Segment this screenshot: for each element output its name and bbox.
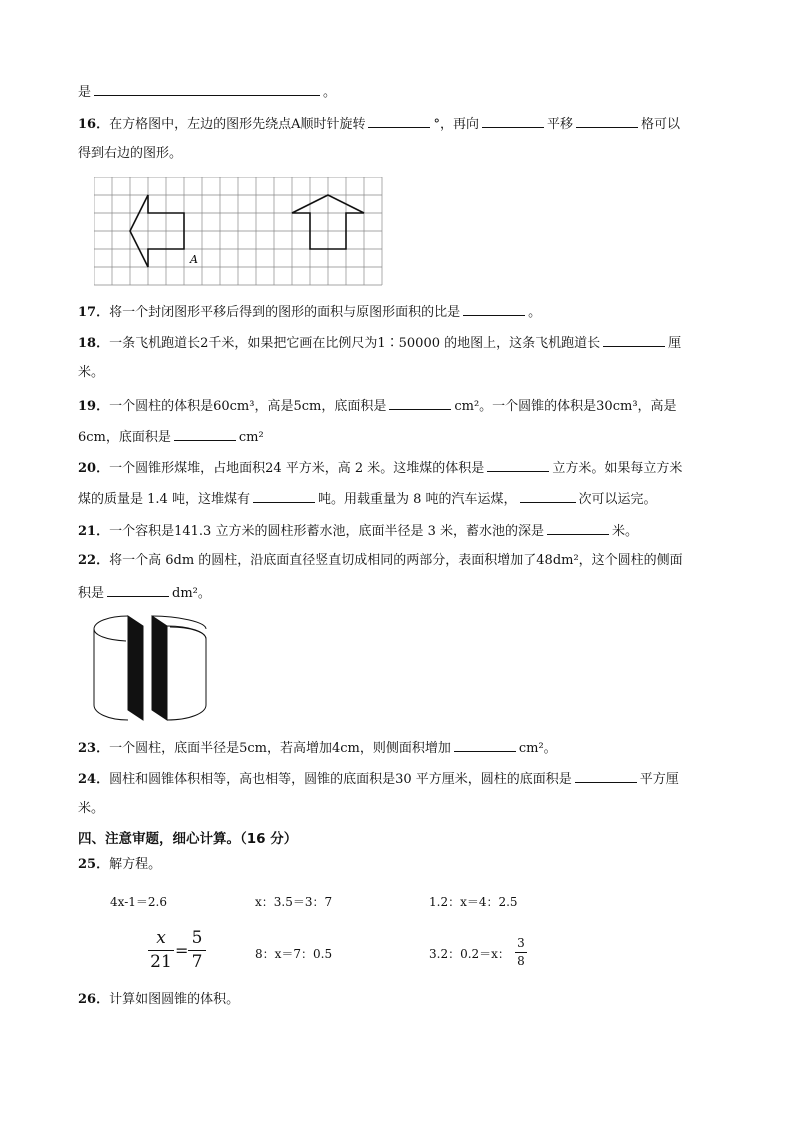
q16-blank-angle[interactable] (368, 114, 430, 128)
q22-number: 22． (78, 553, 110, 568)
point-a-label: A (190, 253, 198, 266)
q22-line2 (78, 583, 211, 603)
q15-text-end: 。 (323, 85, 337, 100)
q20-text-2: 立方米。如果每立方米 (552, 461, 683, 476)
question-25 (78, 856, 161, 874)
q20-text-3: 煤的质量是 1.4 吨，这堆煤有 (78, 492, 250, 507)
q23-text: 一个圆柱，底面半径是5cm，若高增加4cm，则侧面积增加 (109, 741, 451, 756)
q16-blank-cells[interactable] (576, 114, 638, 128)
q22-text-2: 积是 (78, 586, 105, 601)
q16-grid-figure (94, 177, 387, 287)
q24-blank[interactable] (575, 769, 637, 783)
q18-line2: 米。 (78, 365, 105, 380)
q20-text-5: 次可以运完。 (578, 492, 657, 507)
eq6-numerator: 3 (517, 936, 525, 950)
eq4-equals: = (175, 941, 189, 960)
q20-blank-mass[interactable] (253, 489, 315, 503)
q19-text-4: cm² (238, 430, 264, 445)
eq4-lhs-bar (148, 950, 174, 951)
question-21 (78, 521, 638, 541)
q16-text-2: °，再向 (433, 117, 479, 132)
left-half-cylinder (94, 616, 143, 720)
question-22 (78, 552, 683, 570)
q22-split-cylinder-figure (90, 612, 214, 724)
q15-tail (78, 82, 336, 102)
q18-text: 一条飞机跑道长2千米，如果把它画在比例尺为1∶50000 的地图上，这条飞机跑道长 (109, 336, 601, 351)
q21-blank[interactable] (547, 521, 609, 535)
q16-number: 16． (78, 117, 110, 132)
question-16 (78, 114, 680, 134)
q19-text: 一个圆柱的体积是60cm³，高是5cm，底面积是 (109, 399, 387, 414)
question-17 (78, 302, 541, 322)
eq4-lhs-denominator: 21 (150, 952, 172, 972)
eq6-denominator: 8 (517, 954, 525, 968)
eq6-text: 3.2：0.2＝x： (429, 947, 510, 961)
q21-number: 21． (78, 524, 110, 539)
equation-5: 8：x＝7：0.5 (255, 947, 333, 961)
question-24 (78, 769, 679, 789)
right-half-cylinder (152, 616, 206, 720)
q15-text: 是 (78, 85, 92, 100)
eq4-rhs-numerator: 5 (191, 928, 203, 948)
eq4-lhs-numerator: x (156, 928, 166, 948)
question-26 (78, 991, 239, 1009)
question-18 (78, 333, 681, 353)
q19-text-3: 6cm，底面积是 (78, 430, 171, 445)
q17-blank[interactable] (463, 302, 525, 316)
q20-text-4: 吨。用载重量为 8 吨的汽车运煤， (317, 492, 517, 507)
q18-blank[interactable] (603, 333, 665, 347)
q22-blank[interactable] (107, 583, 169, 597)
q17-text-2: 。 (528, 305, 542, 320)
q21-text-2: 米。 (611, 524, 638, 539)
q16-text-3: 平移 (547, 117, 574, 132)
q24-text-2: 平方厘 (639, 772, 679, 787)
q17-text: 将一个封闭图形平移后得到的图形的面积与原图形面积的比是 (109, 305, 461, 320)
q17-number: 17． (78, 305, 110, 320)
q18-text-2: 厘 (668, 336, 682, 351)
question-23 (78, 738, 557, 758)
q23-blank[interactable] (454, 738, 516, 752)
q24-number: 24． (78, 772, 110, 787)
q20-text: 一个圆锥形煤堆，占地面积24 平方米，高 2 米。这堆煤的体积是 (109, 461, 485, 476)
q23-text-2: cm²。 (518, 741, 557, 756)
q26-number: 26． (78, 992, 110, 1007)
q25-number: 25． (78, 857, 110, 872)
q23-number: 23． (78, 741, 110, 756)
q15-blank[interactable] (94, 82, 320, 96)
q16-text-4: 格可以 (641, 117, 681, 132)
eq6-bar (515, 952, 527, 953)
equation-1: 4x-1＝2.6 (110, 895, 167, 909)
q19-text-2: cm²。一个圆锥的体积是30cm³，高是 (454, 399, 677, 414)
q16-text: 在方格图中，左边的图形先绕点A顺时针旋转 (109, 117, 366, 132)
q20-blank-trips[interactable] (520, 489, 576, 503)
q20-blank-volume[interactable] (487, 458, 549, 472)
q22-text: 将一个高 6dm 的圆柱，沿底面直径竖直切成相同的两部分，表面积增加了48dm²，这个圆柱的侧面 (109, 553, 683, 568)
q24-line2: 米。 (78, 801, 105, 816)
q19-blank-1[interactable] (389, 396, 451, 410)
section-4-title: 四、注意审题，细心计算。（16 分） (78, 831, 298, 847)
q20-line2 (78, 489, 657, 509)
grid-lines (94, 177, 382, 285)
q19-number: 19． (78, 399, 110, 414)
q16-line2: 得到右边的图形。 (78, 146, 183, 161)
q19-blank-2[interactable] (174, 427, 236, 441)
equation-2: x：3.5＝3：7 (255, 895, 333, 909)
q22-text-3: dm²。 (172, 586, 211, 601)
q16-blank-direction[interactable] (482, 114, 544, 128)
q18-number: 18． (78, 336, 110, 351)
question-19 (78, 396, 677, 416)
q25-text: 解方程。 (109, 857, 162, 872)
q21-text: 一个容积是141.3 立方米的圆柱形蓄水池，底面半径是 3 米，蓄水池的深是 (109, 524, 544, 539)
equation-4-fraction (148, 928, 208, 976)
q19-line2 (78, 427, 264, 447)
eq4-rhs-bar (188, 950, 206, 951)
q20-number: 20． (78, 461, 110, 476)
question-20 (78, 458, 682, 478)
equation-3: 1.2：x＝4：2.5 (429, 895, 518, 909)
q24-text: 圆柱和圆锥体积相等，高也相等，圆锥的底面积是30 平方厘米，圆柱的底面积是 (109, 772, 572, 787)
q26-text: 计算如图圆锥的体积。 (109, 992, 240, 1007)
eq4-rhs-denominator: 7 (191, 952, 203, 972)
